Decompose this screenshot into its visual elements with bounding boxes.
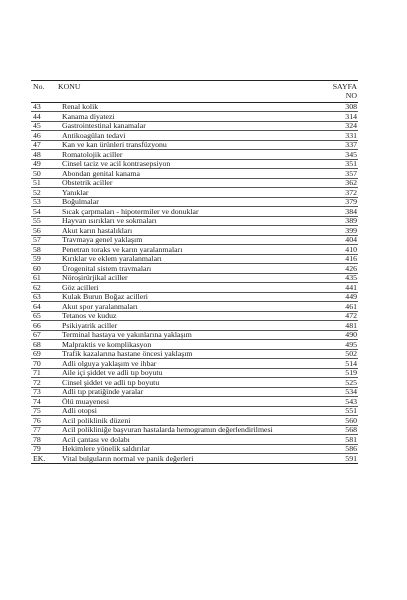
table-row <box>31 178 358 188</box>
header-sayfa-line2: NO <box>345 90 357 100</box>
row-number: 77 <box>31 425 55 435</box>
table-row <box>31 444 358 454</box>
row-page-number: 410 <box>320 245 358 255</box>
row-number: EK. <box>31 454 55 464</box>
row-number: 52 <box>31 188 55 198</box>
table-row <box>31 131 358 141</box>
header-konu: KONU <box>55 81 320 103</box>
row-page-number: 372 <box>320 188 358 198</box>
row-topic: Adli otopsi <box>55 406 320 416</box>
row-page-number: 502 <box>320 349 358 359</box>
row-topic: Psikiyatrik aciller <box>55 321 320 331</box>
row-page-number: 490 <box>320 330 358 340</box>
row-topic: Tetanos ve kuduz <box>55 311 320 321</box>
table-row <box>31 340 358 350</box>
table-row <box>31 140 358 150</box>
row-page-number: 534 <box>320 387 358 397</box>
row-number: 61 <box>31 273 55 283</box>
row-number: 48 <box>31 150 55 160</box>
table-row <box>31 264 358 274</box>
row-number: 43 <box>31 102 55 112</box>
toc-header <box>31 81 358 103</box>
row-number: 72 <box>31 378 55 388</box>
row-number: 51 <box>31 178 55 188</box>
row-page-number: 519 <box>320 368 358 378</box>
table-row <box>31 321 358 331</box>
row-topic: Hekimlere yönelik saldırılar <box>55 444 320 454</box>
row-number: 76 <box>31 416 55 426</box>
row-number: 49 <box>31 159 55 169</box>
row-number: 47 <box>31 140 55 150</box>
table-row <box>31 397 358 407</box>
row-page-number: 560 <box>320 416 358 426</box>
row-number: 71 <box>31 368 55 378</box>
row-topic: Gastrointestinal kanamalar <box>55 121 320 131</box>
row-topic: Penetran toraks ve karın yaralanmaları <box>55 245 320 255</box>
table-row <box>31 387 358 397</box>
row-page-number: 314 <box>320 112 358 122</box>
table-row <box>31 169 358 179</box>
row-topic: Malpraktis ve komplikasyon <box>55 340 320 350</box>
row-topic: Renal kolik <box>55 102 320 112</box>
row-page-number: 525 <box>320 378 358 388</box>
table-row <box>31 368 358 378</box>
header-no: No. <box>31 81 55 103</box>
row-number: 73 <box>31 387 55 397</box>
table-row <box>31 330 358 340</box>
row-topic: Vital bulguların normal ve panik değerleri <box>55 454 320 464</box>
row-number: 74 <box>31 397 55 407</box>
row-page-number: 435 <box>320 273 358 283</box>
table-row <box>31 226 358 236</box>
row-page-number: 357 <box>320 169 358 179</box>
row-topic: Boğulmalar <box>55 197 320 207</box>
table-row <box>31 216 358 226</box>
row-topic: Kanama diyatezi <box>55 112 320 122</box>
row-page-number: 416 <box>320 254 358 264</box>
table-row <box>31 435 358 445</box>
row-page-number: 426 <box>320 264 358 274</box>
row-topic: Sıcak çarpmaları - hipotermiler ve donuklar <box>55 207 320 217</box>
row-page-number: 586 <box>320 444 358 454</box>
row-page-number: 551 <box>320 406 358 416</box>
row-topic: Yanıklar <box>55 188 320 198</box>
row-topic: Adli tıp pratiğinde yaralar <box>55 387 320 397</box>
row-topic: Abondan genital kanama <box>55 169 320 179</box>
row-page-number: 324 <box>320 121 358 131</box>
row-topic: Akut karın hastalıkları <box>55 226 320 236</box>
row-topic: Terminal hastaya ve yakınlarına yaklaşım <box>55 330 320 340</box>
table-row <box>31 406 358 416</box>
row-number: 45 <box>31 121 55 131</box>
table-row <box>31 416 358 426</box>
row-topic: Antikoagülan tedavi <box>55 131 320 141</box>
row-topic: Akut spor yaralanmaları <box>55 302 320 312</box>
row-page-number: 404 <box>320 235 358 245</box>
row-page-number: 308 <box>320 102 358 112</box>
row-page-number: 384 <box>320 207 358 217</box>
table-row <box>31 121 358 131</box>
table-row <box>31 235 358 245</box>
row-number: 46 <box>31 131 55 141</box>
row-number: 69 <box>31 349 55 359</box>
row-number: 62 <box>31 283 55 293</box>
row-topic: Adli olguya yaklaşım ve ihbar <box>55 359 320 369</box>
row-page-number: 441 <box>320 283 358 293</box>
row-page-number: 581 <box>320 435 358 445</box>
row-page-number: 351 <box>320 159 358 169</box>
table-row <box>31 283 358 293</box>
row-page-number: 362 <box>320 178 358 188</box>
row-page-number: 389 <box>320 216 358 226</box>
table-row <box>31 102 358 112</box>
row-topic: Romatolojik aciller <box>55 150 320 160</box>
row-topic: Acil çantası ve dolabı <box>55 435 320 445</box>
table-row <box>31 302 358 312</box>
row-topic: Ölü muayenesi <box>55 397 320 407</box>
row-number: 75 <box>31 406 55 416</box>
row-topic: Hayvan ısırıkları ve sokmaları <box>55 216 320 226</box>
row-page-number: 331 <box>320 131 358 141</box>
header-sayfa-line1: SAYFA <box>332 82 357 91</box>
table-row <box>31 112 358 122</box>
row-page-number: 399 <box>320 226 358 236</box>
row-number: 56 <box>31 226 55 236</box>
row-number: 79 <box>31 444 55 454</box>
table-of-contents <box>31 80 358 464</box>
row-number: 58 <box>31 245 55 255</box>
row-number: 53 <box>31 197 55 207</box>
row-number: 50 <box>31 169 55 179</box>
row-number: 78 <box>31 435 55 445</box>
row-page-number: 481 <box>320 321 358 331</box>
header-sayfa <box>320 81 358 103</box>
row-topic: Trafik kazalarına hastane öncesi yaklaşım <box>55 349 320 359</box>
toc-body <box>31 102 358 463</box>
row-number: 66 <box>31 321 55 331</box>
row-topic: Aile içi şiddet ve adli tıp boyutu <box>55 368 320 378</box>
table-row <box>31 378 358 388</box>
row-number: 70 <box>31 359 55 369</box>
row-topic: Cinsel taciz ve acil kontrasepsiyon <box>55 159 320 169</box>
row-number: 60 <box>31 264 55 274</box>
table-row <box>31 159 358 169</box>
row-topic: Acil polikliniğe başvuran hastalarda hemogramın değerlendirilmesi <box>55 425 320 435</box>
row-number: 67 <box>31 330 55 340</box>
row-topic: Göz acilleri <box>55 283 320 293</box>
row-page-number: 449 <box>320 292 358 302</box>
row-number: 44 <box>31 112 55 122</box>
row-topic: Obstetrik aciller <box>55 178 320 188</box>
row-number: 65 <box>31 311 55 321</box>
row-page-number: 514 <box>320 359 358 369</box>
table-row <box>31 349 358 359</box>
row-page-number: 591 <box>320 454 358 464</box>
row-topic: Kırıklar ve eklem yaralanmaları <box>55 254 320 264</box>
row-topic: Kan ve kan ürünleri transfüzyonu <box>55 140 320 150</box>
row-page-number: 345 <box>320 150 358 160</box>
table-row <box>31 150 358 160</box>
row-topic: Cinsel şiddet ve adli tıp boyutu <box>55 378 320 388</box>
table-row <box>31 254 358 264</box>
table-row <box>31 454 358 464</box>
row-page-number: 495 <box>320 340 358 350</box>
row-page-number: 543 <box>320 397 358 407</box>
row-number: 55 <box>31 216 55 226</box>
table-row <box>31 311 358 321</box>
table-row <box>31 273 358 283</box>
row-page-number: 337 <box>320 140 358 150</box>
row-number: 59 <box>31 254 55 264</box>
row-page-number: 568 <box>320 425 358 435</box>
row-topic: Nöroşirürjikal aciller <box>55 273 320 283</box>
row-topic: Kulak Burun Boğaz acilleri <box>55 292 320 302</box>
row-topic: Travmaya genel yaklaşım <box>55 235 320 245</box>
table-row <box>31 188 358 198</box>
table-row <box>31 245 358 255</box>
row-number: 57 <box>31 235 55 245</box>
table-row <box>31 359 358 369</box>
row-page-number: 379 <box>320 197 358 207</box>
table-row <box>31 425 358 435</box>
table-row <box>31 292 358 302</box>
table-row <box>31 197 358 207</box>
row-topic: Ürogenital sistem travmaları <box>55 264 320 274</box>
row-number: 64 <box>31 302 55 312</box>
header-row <box>31 81 358 103</box>
row-number: 54 <box>31 207 55 217</box>
row-page-number: 461 <box>320 302 358 312</box>
row-number: 63 <box>31 292 55 302</box>
table-row <box>31 207 358 217</box>
row-page-number: 472 <box>320 311 358 321</box>
row-number: 68 <box>31 340 55 350</box>
row-topic: Acil poliklinik düzeni <box>55 416 320 426</box>
